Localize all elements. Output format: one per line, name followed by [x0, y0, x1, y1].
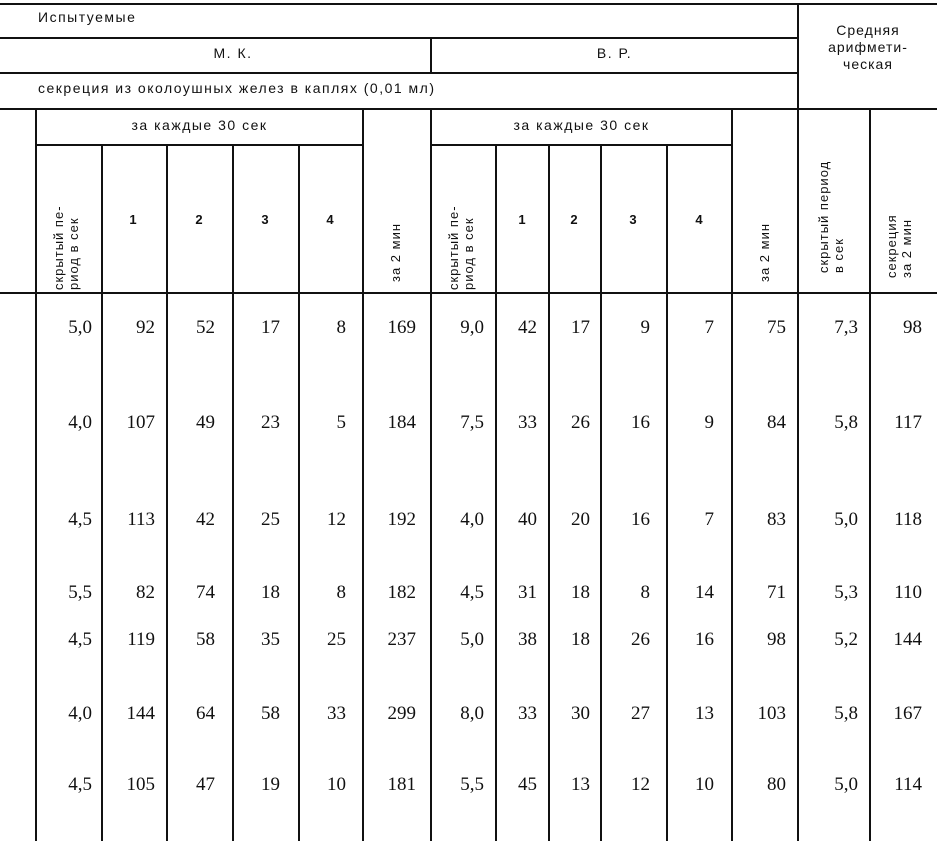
- rule-left-body: [35, 108, 37, 841]
- table-cell-vr-4: 13: [695, 703, 714, 724]
- table-cell-vr-2: 30: [571, 703, 590, 724]
- rule-mk-p1: [101, 144, 103, 841]
- table-cell-vr-3: 16: [631, 412, 650, 433]
- table-cell-mk-5: 182: [387, 582, 416, 603]
- subject-mk-name: М. К.: [213, 45, 253, 61]
- vr-period-4-header: 4: [695, 212, 703, 227]
- rule-vr-p1: [495, 144, 497, 841]
- table-cell-mean-1: 110: [894, 582, 922, 603]
- table-cell-vr-2: 17: [571, 317, 590, 338]
- mean-header: [799, 22, 937, 73]
- mk-latent-header: [51, 150, 85, 290]
- table-cell-mk-4: 25: [327, 629, 346, 650]
- table-cell-mk-5: 184: [387, 412, 416, 433]
- mean-latent-header-line-2: в сек: [831, 238, 846, 273]
- mean-latent-header-line-1: скрытый период: [816, 160, 831, 273]
- mk-latent-header-line-2: риод в сек: [66, 217, 81, 290]
- secretion-label: секреция из околоушных желез в каплях (0,01 мл): [38, 80, 436, 96]
- table-cell-vr-0: 4,5: [460, 582, 484, 603]
- per30-label-vr: за каждые 30 сек: [513, 117, 650, 133]
- table-cell-vr-1: 31: [518, 582, 537, 603]
- table-cell-vr-1: 45: [518, 774, 537, 795]
- rule-vr-total: [731, 108, 733, 841]
- table-cell-mk-5: 181: [387, 774, 416, 795]
- mean-header-line-2: арифмети-: [828, 39, 908, 55]
- table-cell-vr-5: 75: [767, 317, 786, 338]
- table-cell-vr-0: 9,0: [460, 317, 484, 338]
- table-cell-mk-2: 52: [196, 317, 215, 338]
- table-cell-vr-5: 98: [767, 629, 786, 650]
- subject-vr-name: В. Р.: [596, 45, 633, 61]
- table-cell-vr-0: 8,0: [460, 703, 484, 724]
- table-cell-vr-4: 7: [704, 509, 714, 530]
- table-cell-vr-4: 10: [695, 774, 714, 795]
- vr-total-header-text: за 2 мин: [757, 222, 772, 282]
- table-cell-vr-2: 20: [571, 509, 590, 530]
- table-cell-mk-3: 17: [261, 317, 280, 338]
- table-cell-mk-5: 192: [387, 509, 416, 530]
- table-cell-mk-1: 82: [136, 582, 155, 603]
- mean-latent-header: [816, 133, 850, 273]
- table-cell-mk-5: 299: [387, 703, 416, 724]
- table-cell-vr-1: 33: [518, 412, 537, 433]
- table-cell-mk-3: 58: [261, 703, 280, 724]
- table-cell-vr-5: 71: [767, 582, 786, 603]
- table-cell-mk-4: 12: [327, 509, 346, 530]
- table-cell-vr-4: 9: [704, 412, 714, 433]
- subjects-label: Испытуемые: [38, 9, 137, 25]
- table-cell-mean-0: 5,3: [834, 582, 858, 603]
- table-cell-vr-1: 33: [518, 703, 537, 724]
- table-cell-mk-2: 64: [196, 703, 215, 724]
- table-cell-mk-1: 105: [126, 774, 155, 795]
- table-cell-mean-1: 167: [893, 703, 922, 724]
- table-cell-mean-1: 114: [894, 774, 922, 795]
- table-cell-mk-2: 42: [196, 509, 215, 530]
- mean-secretion-header-line-1: секреция: [884, 214, 899, 278]
- vr-period-2-header: 2: [570, 212, 578, 227]
- rule-mk-total: [362, 108, 364, 841]
- vr-latent-header: [446, 150, 480, 290]
- rule-mk-p2: [166, 144, 168, 841]
- vr-latent-header-line-2: риод в сек: [461, 217, 476, 290]
- table-cell-mk-3: 23: [261, 412, 280, 433]
- table-cell-vr-3: 8: [640, 582, 650, 603]
- table-cell-vr-2: 18: [571, 582, 590, 603]
- table-cell-vr-1: 42: [518, 317, 537, 338]
- table-cell-vr-4: 7: [704, 317, 714, 338]
- table-cell-mk-4: 8: [336, 317, 346, 338]
- table-cell-mean-1: 117: [894, 412, 922, 433]
- rule-per30-mk: [37, 144, 362, 146]
- table-cell-vr-4: 14: [695, 582, 714, 603]
- mk-total-header-text: за 2 мин: [388, 222, 403, 282]
- vr-period-3-header: 3: [629, 212, 637, 227]
- table-cell-mk-3: 18: [261, 582, 280, 603]
- rule-per30-vr: [430, 144, 731, 146]
- mk-latent-header-line-1: скрытый пе-: [51, 205, 66, 290]
- table-cell-vr-1: 40: [518, 509, 537, 530]
- table-cell-mk-3: 25: [261, 509, 280, 530]
- table-cell-vr-3: 26: [631, 629, 650, 650]
- table-cell-vr-4: 16: [695, 629, 714, 650]
- table-cell-mk-5: 237: [387, 629, 416, 650]
- table-cell-mk-4: 10: [327, 774, 346, 795]
- table-cell-mk-0: 4,5: [68, 629, 92, 650]
- mk-period-1-header: 1: [129, 212, 137, 227]
- mean-header-line-1: Средняя: [836, 22, 900, 38]
- table-cell-mk-0: 4,5: [68, 774, 92, 795]
- table-cell-mk-1: 119: [127, 629, 155, 650]
- table-cell-vr-1: 38: [518, 629, 537, 650]
- table-cell-mean-1: 98: [903, 317, 922, 338]
- table-cell-mean-0: 7,3: [834, 317, 858, 338]
- rule-vr-p3: [600, 144, 602, 841]
- vr-period-1-header: 1: [518, 212, 526, 227]
- table-cell-mean-0: 5,8: [834, 412, 858, 433]
- table-cell-vr-5: 84: [767, 412, 786, 433]
- table-cell-mk-0: 4,0: [68, 412, 92, 433]
- table-cell-mk-4: 8: [336, 582, 346, 603]
- table-cell-vr-3: 27: [631, 703, 650, 724]
- table-cell-vr-3: 16: [631, 509, 650, 530]
- rule-vr-p4: [666, 144, 668, 841]
- table-cell-mk-1: 144: [126, 703, 155, 724]
- table-cell-mk-1: 107: [126, 412, 155, 433]
- vr-total-header: [757, 162, 775, 282]
- table-cell-mean-0: 5,0: [834, 774, 858, 795]
- table-cell-mk-3: 35: [261, 629, 280, 650]
- table-cell-mk-0: 4,0: [68, 703, 92, 724]
- table-cell-vr-0: 7,5: [460, 412, 484, 433]
- table-cell-mk-2: 74: [196, 582, 215, 603]
- rule-vr-p2: [548, 144, 550, 841]
- table-cell-vr-0: 4,0: [460, 509, 484, 530]
- table-cell-vr-5: 80: [767, 774, 786, 795]
- table-cell-mean-1: 144: [893, 629, 922, 650]
- mk-period-4-header: 4: [326, 212, 334, 227]
- rule-names: [0, 72, 797, 74]
- mk-period-2-header: 2: [195, 212, 203, 227]
- table-cell-mk-0: 4,5: [68, 509, 92, 530]
- mean-secretion-header: [884, 148, 918, 278]
- rule-vr-latent: [430, 108, 432, 841]
- table-cell-mk-4: 5: [336, 412, 346, 433]
- table-cell-vr-2: 13: [571, 774, 590, 795]
- per30-label-mk: за каждые 30 сек: [131, 117, 268, 133]
- rule-mk-p4: [298, 144, 300, 841]
- table-cell-vr-5: 103: [757, 703, 786, 724]
- table-cell-mk-2: 58: [196, 629, 215, 650]
- rule-mk-p3: [232, 144, 234, 841]
- table-cell-mk-4: 33: [327, 703, 346, 724]
- table-cell-mk-1: 113: [127, 509, 155, 530]
- table-cell-mk-2: 49: [196, 412, 215, 433]
- table-cell-mk-5: 169: [387, 317, 416, 338]
- table-cell-mean-0: 5,0: [834, 509, 858, 530]
- table-cell-mean-0: 5,2: [834, 629, 858, 650]
- rule-mean-split: [869, 108, 871, 841]
- table-cell-vr-5: 83: [767, 509, 786, 530]
- table-cell-vr-2: 26: [571, 412, 590, 433]
- mean-header-line-3: ческая: [843, 56, 893, 72]
- mk-period-3-header: 3: [261, 212, 269, 227]
- table-cell-vr-0: 5,0: [460, 629, 484, 650]
- table-cell-mk-2: 47: [196, 774, 215, 795]
- table-cell-mk-3: 19: [261, 774, 280, 795]
- table-cell-mk-0: 5,0: [68, 317, 92, 338]
- table-cell-vr-3: 9: [640, 317, 650, 338]
- rule-mean-left: [797, 3, 799, 841]
- table-cell-vr-0: 5,5: [460, 774, 484, 795]
- table-cell-mk-0: 5,5: [68, 582, 92, 603]
- mk-total-header: [388, 162, 406, 282]
- table-cell-mean-1: 118: [894, 509, 922, 530]
- rule-subjects: [0, 37, 797, 39]
- table-cell-vr-3: 12: [631, 774, 650, 795]
- table-cell-mk-1: 92: [136, 317, 155, 338]
- table-cell-mean-0: 5,8: [834, 703, 858, 724]
- vr-latent-header-line-1: скрытый пе-: [446, 205, 461, 290]
- table-cell-vr-2: 18: [571, 629, 590, 650]
- mean-secretion-header-line-2: за 2 мин: [899, 218, 914, 278]
